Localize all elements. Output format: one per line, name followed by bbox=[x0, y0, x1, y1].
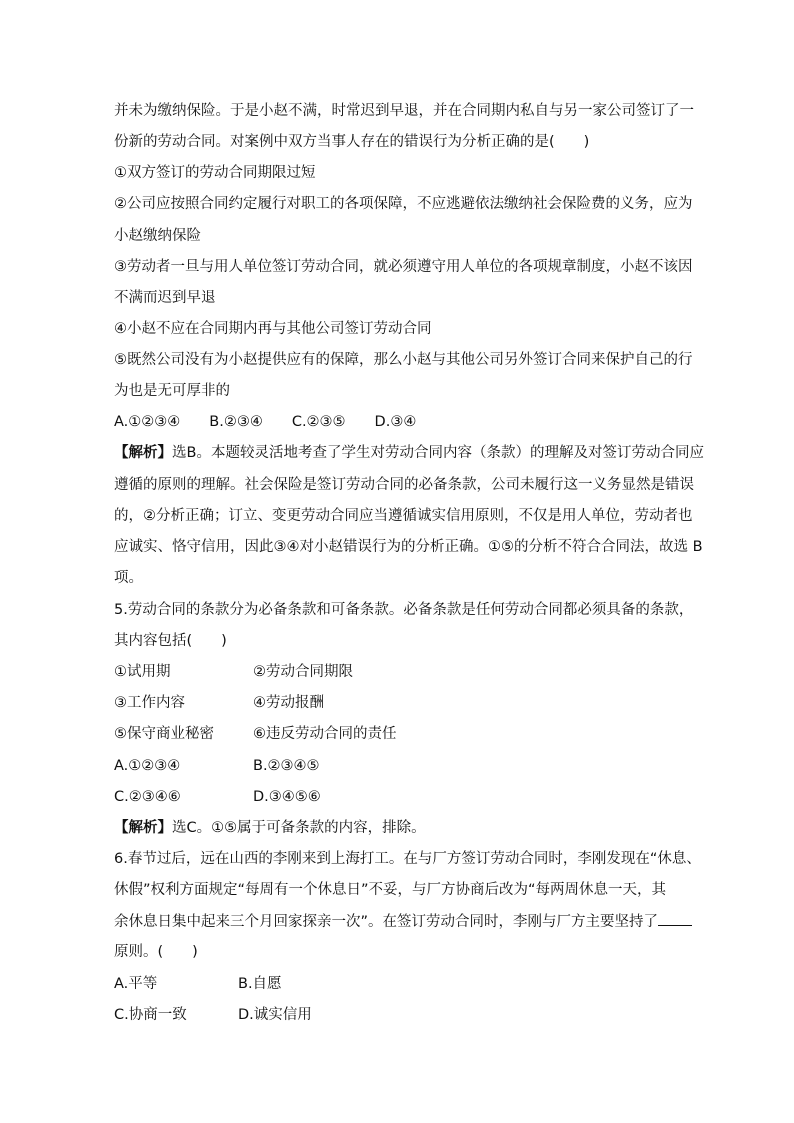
q6-option-c: C.协商一致 bbox=[114, 1007, 187, 1023]
q4-analysis-line-4: 应诚实、恪守信用，因此③④对小赵错误行为的分析正确。①⑤的分析不符合合同法，故选 B bbox=[114, 539, 703, 555]
q5-line-2: 其内容包括( ) bbox=[114, 633, 227, 649]
q5-option-a: A.①②③④ bbox=[114, 758, 181, 774]
q4-item-1: ①双方签订的劳动合同期限过短 bbox=[114, 165, 316, 181]
q5-option-c: C.②③④⑥ bbox=[114, 789, 181, 805]
q4-analysis-line-1 bbox=[114, 443, 704, 463]
q5-item-3: ③工作内容 bbox=[114, 695, 185, 711]
q4-analysis-line-3: 的，②分析正确；订立、变更劳动合同应当遵循诚实信用原则，不仅是用人单位，劳动者也 bbox=[114, 508, 693, 524]
q5-item-2: ②劳动合同期限 bbox=[253, 664, 353, 680]
q6-line-4: 原则。( ) bbox=[114, 944, 198, 960]
q6-line-3-text: 余休息日集中起来三个月回家探亲一次”。在签订劳动合同时，李刚与厂方主要坚持了 bbox=[114, 914, 659, 930]
q5-line-1: 5.劳动合同的条款分为必备条款和可备条款。必备条款是任何劳动合同都必须具备的条款， bbox=[114, 602, 694, 618]
q6-option-a: A.平等 bbox=[114, 976, 158, 992]
q4-item-3-line-1: ③劳动者一旦与用人单位签订劳动合同，就必须遵守用人单位的各项规章制度，小赵不该因 bbox=[114, 259, 693, 275]
q4-analysis-line-2: 遵循的原则的理解。社会保险是签订劳动合同的必备条款，公司未履行这一义务显然是错误 bbox=[114, 477, 694, 493]
q4-options: A.①②③④ B.②③④ C.②③⑤ D.③④ bbox=[114, 414, 417, 430]
q4-analysis-line-5: 项。 bbox=[114, 570, 143, 586]
q4-analysis-text-1: 选B。本题较灵活地考查了学生对劳动合同内容（条款）的理解及对签订劳动合同应 bbox=[172, 445, 704, 461]
q5-analysis-text: 选C。①⑤属于可备条款的内容，排除。 bbox=[172, 820, 426, 836]
q4-line-2: 份新的劳动合同。对案例中双方当事人存在的错误行为分析正确的是( ) bbox=[114, 134, 590, 150]
q4-item-3-line-2: 不满而迟到早退 bbox=[114, 290, 216, 306]
q5-analysis bbox=[114, 818, 426, 838]
q5-item-6: ⑥违反劳动合同的责任 bbox=[253, 726, 397, 742]
q4-item-2-line-2: 小赵缴纳保险 bbox=[114, 228, 201, 244]
analysis-label: 【解析】 bbox=[114, 445, 172, 461]
q6-option-d: D.诚实信用 bbox=[238, 1007, 312, 1023]
q4-item-5-line-2: 为也是无可厚非的 bbox=[114, 383, 230, 399]
analysis-label: 【解析】 bbox=[114, 820, 172, 836]
q6-line-3 bbox=[114, 911, 692, 932]
q6-line-1: 6.春节过后，远在山西的李刚来到上海打工。在与厂方签订劳动合同时，李刚发现在“休息、 bbox=[114, 851, 701, 867]
q5-item-1: ①试用期 bbox=[114, 664, 171, 680]
q5-option-b: B.②③④⑤ bbox=[253, 758, 320, 774]
q6-line-2: 休假”权利方面规定“每周有一个休息日”不妥，与厂方协商后改为“每两周休息一天，其 bbox=[114, 882, 667, 898]
q5-item-5: ⑤保守商业秘密 bbox=[114, 726, 214, 742]
q5-item-4: ④劳动报酬 bbox=[253, 695, 324, 711]
q4-item-2-line-1: ②公司应按照合同约定履行对职工的各项保障，不应逃避依法缴纳社会保险费的义务，应为 bbox=[114, 196, 693, 212]
q4-item-5-line-1: ⑤既然公司没有为小赵提供应有的保障，那么小赵与其他公司另外签订合同来保护自己的行 bbox=[114, 352, 693, 368]
q4-item-4: ④小赵不应在合同期内再与其他公司签订劳动合同 bbox=[114, 321, 432, 337]
q6-option-b: B.自愿 bbox=[238, 976, 282, 992]
q4-line-1: 并未为缴纳保险。于是小赵不满，时常迟到早退，并在合同期内私自与另一家公司签订了一 bbox=[114, 103, 694, 119]
answer-blank bbox=[658, 911, 692, 926]
q5-option-d: D.③④⑤⑥ bbox=[253, 789, 321, 805]
